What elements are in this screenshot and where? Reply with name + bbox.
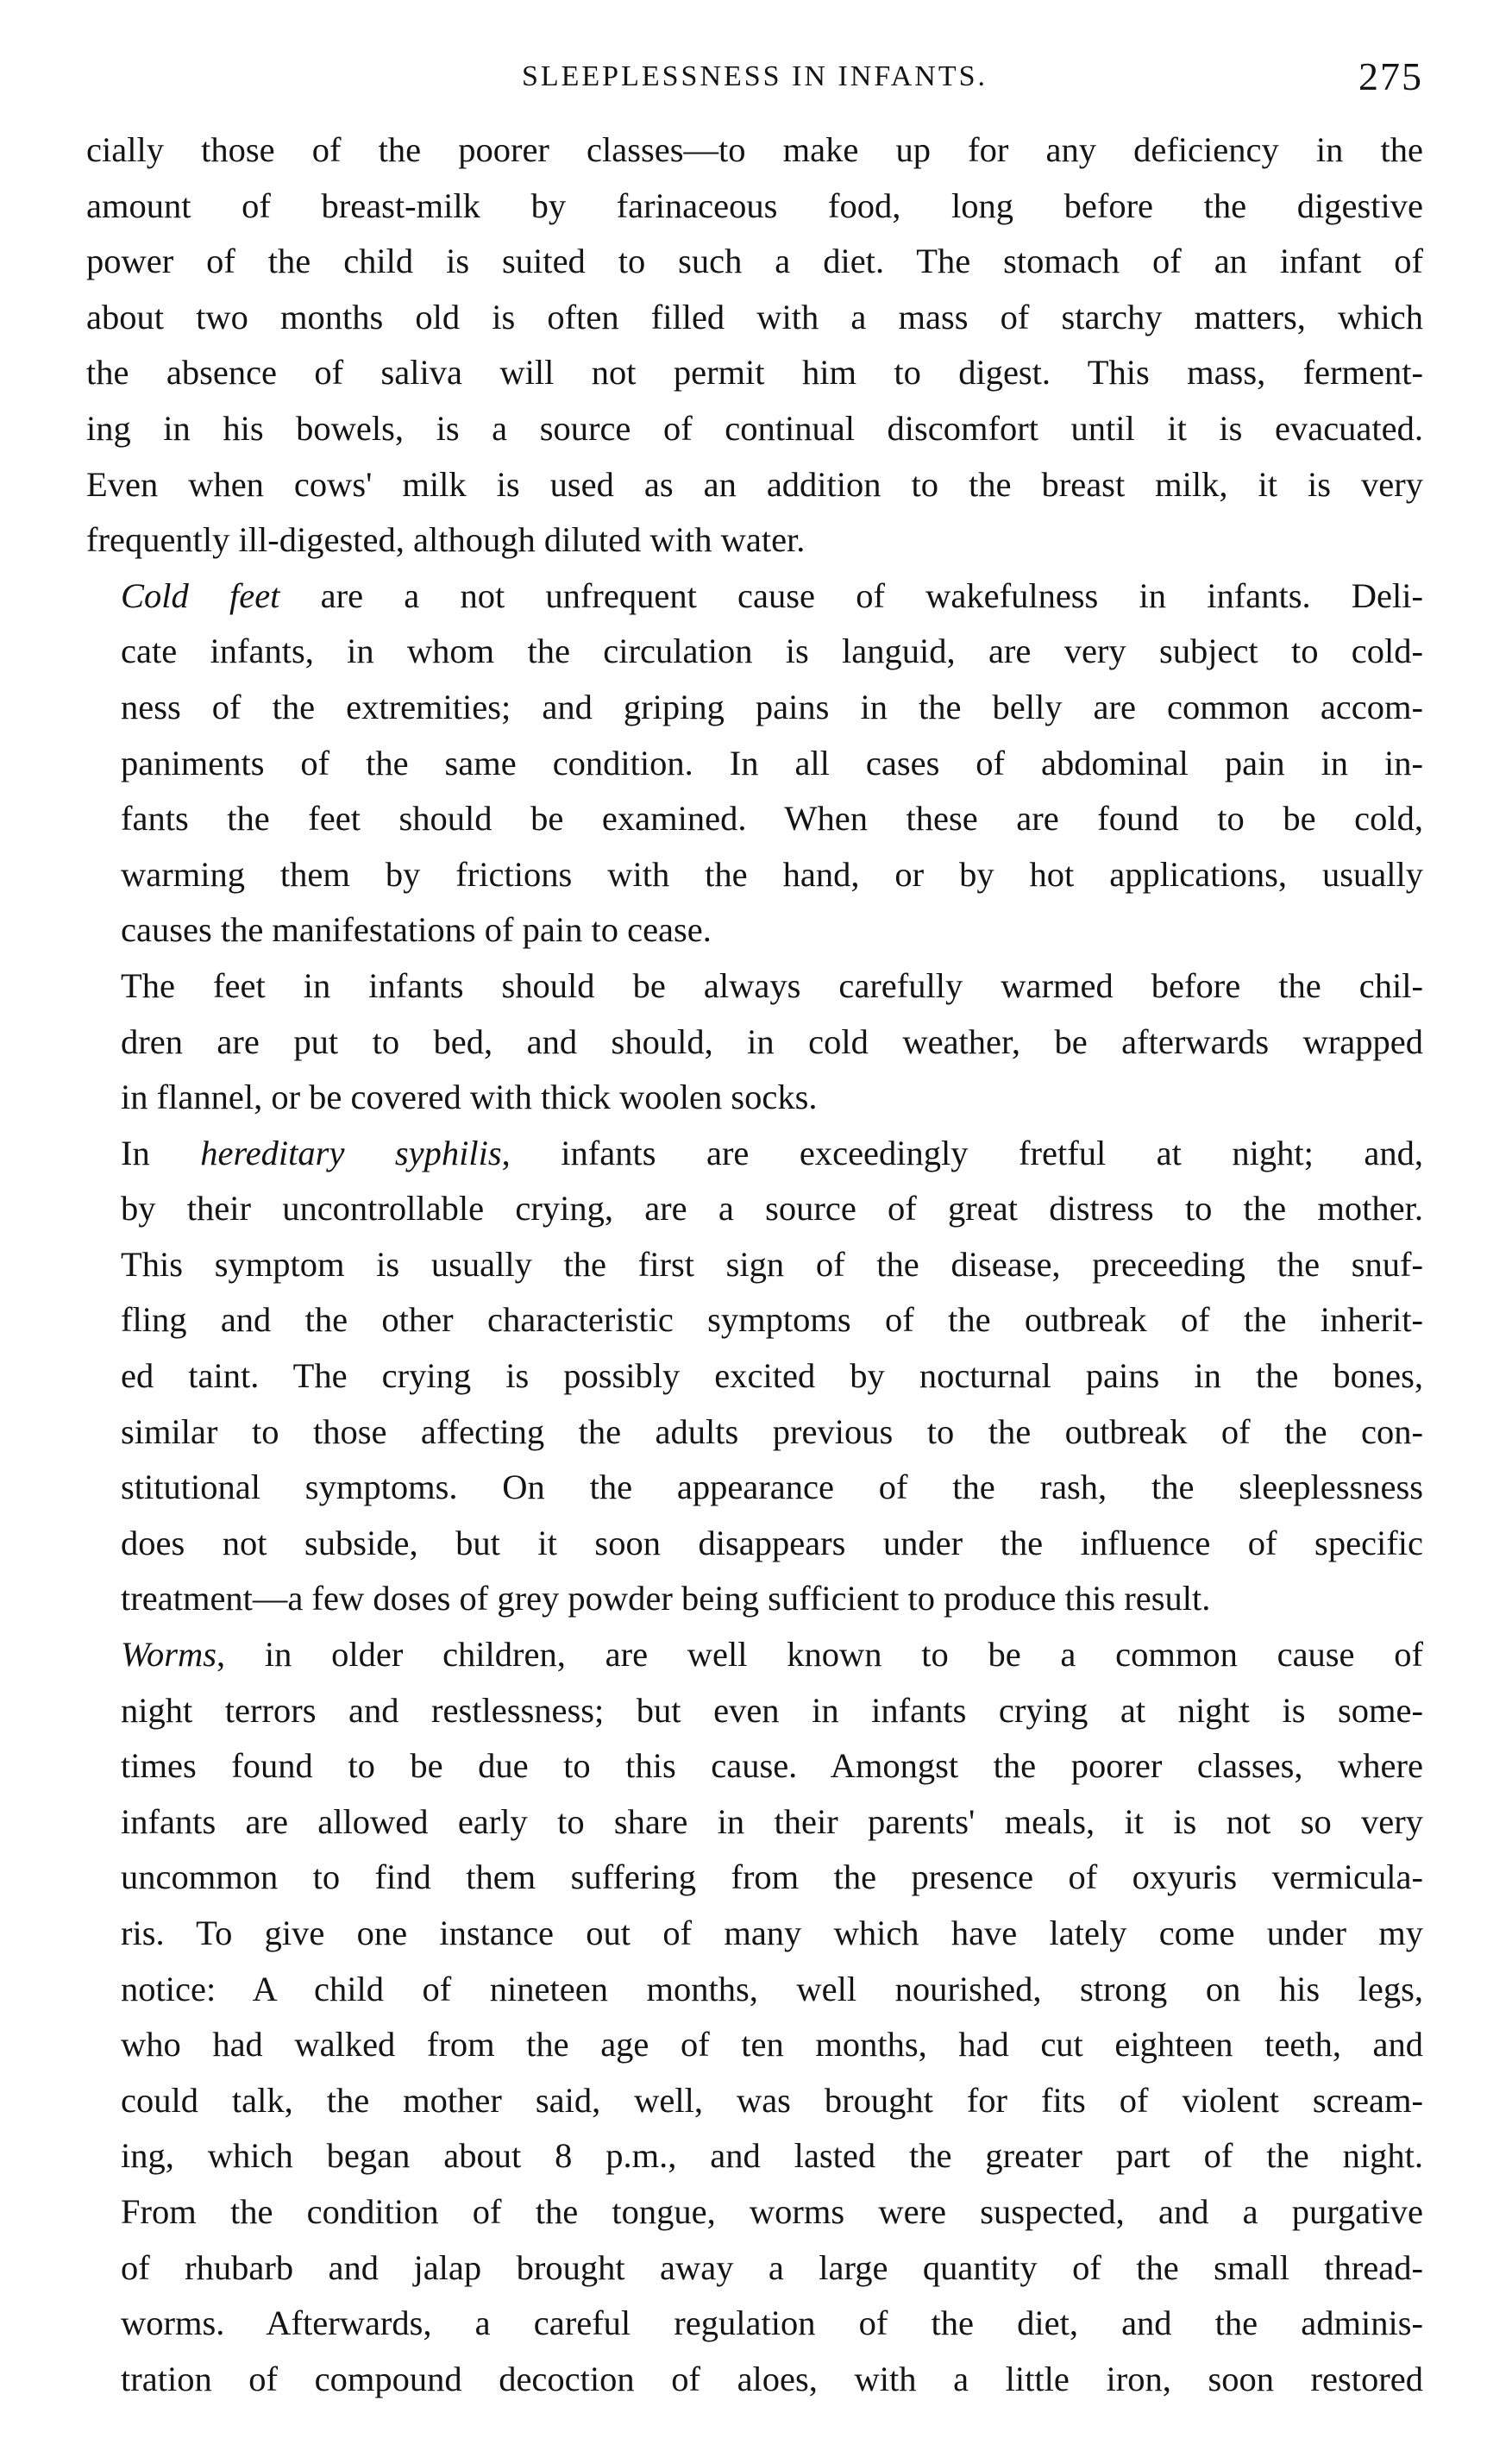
body-text — [86, 123, 1423, 2407]
text-line — [86, 2296, 1423, 2352]
text-line — [86, 234, 1423, 290]
line-text: , infants are exceedingly fretful at night; and, — [501, 1133, 1423, 1172]
text-line — [86, 1070, 1423, 1126]
line-text: ing, which began about 8 p.m., and lasted the greater part of the night. — [121, 2136, 1423, 2176]
running-head — [86, 53, 1423, 123]
line-text: times found to be due to this cause. Amongst the poorer classes, where — [121, 1746, 1423, 1786]
text-line — [86, 1850, 1423, 1906]
paragraph — [86, 1627, 1423, 2407]
line-text: The feet in infants should be always carefully warmed before the chil- — [121, 965, 1423, 1005]
line-text: treatment—a few doses of grey powder being sufficient to produce this result. — [121, 1579, 1211, 1618]
line-text: Even when cows' milk is used as an addition to the breast milk, it is very — [86, 464, 1423, 504]
text-line — [86, 680, 1423, 736]
text-line — [86, 1015, 1423, 1071]
text-line — [86, 1292, 1423, 1348]
text-line — [86, 1962, 1423, 2018]
text-line — [86, 569, 1423, 625]
text-line — [86, 958, 1423, 1015]
text-line — [86, 1405, 1423, 1461]
line-text: night terrors and restlessness; but even in infants crying at night is some- — [121, 1690, 1423, 1730]
line-text: the absence of saliva will not permit him to digest. This mass, ferment- — [86, 353, 1423, 393]
line-text: could talk, the mother said, well, was brought for fits of violent scream- — [121, 2080, 1423, 2120]
text-line — [86, 1571, 1423, 1627]
running-title: SLEEPLESSNESS IN INFANTS. — [521, 60, 988, 92]
text-line — [86, 1126, 1423, 1182]
paragraph — [86, 123, 1423, 569]
italic-term: Worms — [121, 1635, 217, 1675]
text-line — [86, 1237, 1423, 1293]
text-line — [86, 2073, 1423, 2129]
line-text: worms. Afterwards, a careful regulation of the diet, and the adminis- — [121, 2303, 1423, 2343]
text-line — [86, 1683, 1423, 1739]
page-number: 275 — [1358, 54, 1423, 98]
line-text: infants are allowed early to share in their parents' meals, it is not so very — [121, 1801, 1423, 1841]
line-text: This symptom is usually the first sign of the disease, preceeding the snuf- — [121, 1244, 1423, 1284]
text-line — [86, 1906, 1423, 1962]
text-line — [86, 457, 1423, 513]
text-line — [86, 624, 1423, 680]
line-text: , in older children, are well known to be a common cause of — [216, 1635, 1423, 1675]
line-text: does not subside, but it soon disappears under the influence of specific — [121, 1523, 1423, 1562]
line-text: similar to those affecting the adults previous to the outbreak of the con- — [121, 1411, 1423, 1451]
line-text: amount of breast-milk by farinaceous food, long before the digestive — [86, 185, 1423, 225]
line-text: stitutional symptoms. On the appearance of the rash, the sleeplessness — [121, 1467, 1423, 1507]
text-line — [86, 1516, 1423, 1572]
paragraph — [86, 958, 1423, 1126]
text-line — [86, 290, 1423, 346]
text-line — [86, 1181, 1423, 1237]
paragraph — [86, 1126, 1423, 1627]
line-text: frequently ill-digested, although diluted with water. — [86, 520, 806, 560]
line-text: tration of compound decoction of aloes, with a little iron, soon restored — [121, 2359, 1423, 2398]
line-text: From the condition of the tongue, worms were suspected, and a purgative — [121, 2191, 1423, 2231]
line-text: uncommon to find them suffering from the presence of oxyuris vermicula- — [121, 1857, 1423, 1897]
line-text: causes the manifestations of pain to cease. — [121, 910, 712, 950]
line-text: fling and the other characteristic symptoms of the outbreak of the inherit- — [121, 1300, 1423, 1340]
italic-term: hereditary syphilis — [200, 1133, 502, 1172]
text-line — [86, 2017, 1423, 2073]
text-line — [86, 902, 1423, 958]
line-text: ing in his bowels, is a source of continual discomfort until it is evacuated. — [86, 408, 1423, 448]
line-text: of rhubarb and jalap brought away a large quantity of the small thread- — [121, 2247, 1423, 2287]
text-line — [86, 401, 1423, 457]
line-text: who had walked from the age of ten months, had cut eighteen teeth, and — [121, 2025, 1423, 2064]
text-line — [86, 512, 1423, 569]
line-text: in flannel, or be covered with thick woolen socks. — [121, 1078, 818, 1117]
line-text: by their uncontrollable crying, are a source of great distress to the mother. — [121, 1189, 1423, 1229]
book-page — [86, 53, 1423, 2407]
text-line — [86, 1460, 1423, 1516]
text-line — [86, 2184, 1423, 2240]
italic-term: Cold feet — [121, 575, 280, 615]
text-line — [86, 179, 1423, 235]
line-text: notice: A child of nineteen months, well nourished, strong on his legs, — [121, 1969, 1423, 2008]
line-text: power of the child is suited to such a diet. The stomach of an infant of — [86, 242, 1423, 281]
text-line — [86, 123, 1423, 179]
line-text: warming them by frictions with the hand, or by hot applications, usually — [121, 854, 1423, 894]
text-line — [86, 1738, 1423, 1794]
text-line — [86, 1794, 1423, 1851]
text-line — [86, 847, 1423, 903]
line-text: are a not unfrequent cause of wakefulness in infants. Deli- — [279, 575, 1423, 615]
line-text: ris. To give one instance out of many which have lately come under my — [121, 1914, 1423, 1952]
line-text: ed taint. The crying is possibly excited by nocturnal pains in the bones, — [121, 1356, 1423, 1396]
line-text: about two months old is often filled with a mass of starchy matters, which — [86, 297, 1423, 336]
text-line — [86, 345, 1423, 401]
line-text: paniments of the same condition. In all cases of abdominal pain in in- — [121, 743, 1423, 782]
line-text: dren are put to bed, and should, in cold weather, be afterwards wrapped — [121, 1021, 1423, 1061]
line-text: fants the feet should be examined. When these are found to be cold, — [121, 799, 1423, 839]
lead-text: In — [121, 1133, 201, 1172]
text-line — [86, 2240, 1423, 2297]
paragraph — [86, 569, 1423, 958]
text-line — [86, 1627, 1423, 1683]
line-text: ness of the extremities; and griping pains in the belly are common accom- — [121, 687, 1423, 726]
text-line — [86, 736, 1423, 792]
text-line — [86, 1348, 1423, 1405]
line-text: cially those of the poorer classes—to make up for any deficiency in the — [86, 130, 1423, 169]
text-line — [86, 2352, 1423, 2408]
text-line — [86, 791, 1423, 847]
line-text: cate infants, in whom the circulation is languid, are very subject to cold- — [121, 632, 1423, 671]
text-line — [86, 2128, 1423, 2184]
